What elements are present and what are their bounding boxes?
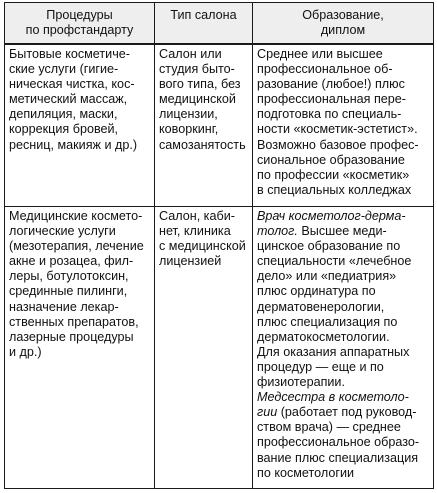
cell-text-line: вого типа, без	[159, 77, 241, 92]
header-salon-type	[155, 3, 253, 45]
cell-text-line: ническая чистка, кос-	[9, 77, 135, 92]
cell-text-line: срединные пилинги,	[9, 284, 128, 299]
cell-text-line: подготовка по специаль-	[257, 107, 402, 122]
cell-text-line: сиональное образование	[257, 152, 405, 167]
cell-text-line: цинское образование по	[257, 239, 401, 254]
cell-text-line: ственных препаратов,	[9, 314, 139, 329]
cell-text-line: толог. Высшее меди-	[257, 224, 387, 239]
cell-procedures	[5, 44, 155, 207]
header-row	[5, 3, 434, 45]
cell-text-line: коворкинг,	[159, 122, 219, 137]
cell-text-line: разование (любое!) плюс	[257, 77, 405, 92]
header-education-line: диплом	[320, 23, 366, 38]
cell-text-line: метический массаж,	[9, 92, 128, 107]
cell-text-line: по профессии «косметик»	[257, 167, 410, 182]
cell-text-line: плюс специализация по	[257, 314, 398, 329]
cell-text-line: студия быто-	[159, 62, 235, 77]
cell-text-line: ресниц, макияж и др.)	[9, 137, 138, 152]
cell-text-line: Салон или	[159, 47, 222, 61]
cell-text-line: лицензией	[159, 254, 222, 269]
cell-text-line: с медицинской	[159, 239, 246, 254]
cell-text-line: нет, клиника	[159, 224, 231, 239]
cell-text-line: Медсестра в косметоло-	[257, 390, 409, 405]
cell-text-line: Для оказания аппаратных	[257, 344, 410, 359]
cell-text-line: вание плюс специализация	[257, 450, 419, 465]
cell-text-line: дело» или «педиатрия»	[257, 269, 397, 284]
cell-text-line: Среднее или высшее	[257, 47, 383, 61]
cell-text-line: назначение лекар-	[9, 299, 119, 314]
cell-text-line: медицинской	[159, 92, 236, 107]
table-row	[5, 207, 434, 489]
cell-text-line: в специальных колледжах	[257, 182, 412, 197]
header-procedures	[5, 3, 155, 45]
header-procedures-line: Процедуры	[46, 8, 113, 22]
italic-fragment: гии	[257, 405, 278, 420]
header-procedures-line: по профстандарту	[25, 23, 134, 38]
cell-text-line: гии (работает под руковод-	[257, 405, 417, 420]
cell-text-line: (мезотерапия, лечение	[9, 239, 144, 254]
cell-text-line: Салон, каби-	[159, 209, 235, 223]
cell-text-line: коррекция бровей,	[9, 122, 119, 137]
cell-text-line: специальности «лечебное	[257, 254, 412, 269]
cell-text-line: лазерные процедуры	[9, 329, 134, 344]
italic-fragment: толог.	[257, 224, 298, 239]
cell-text-line: акне и розацеа, фил-	[9, 254, 134, 269]
cell-text-line: Бытовые косметиче-	[9, 47, 130, 61]
profstandard-table	[4, 2, 434, 489]
cell-text-line: физиотерапии.	[257, 375, 345, 390]
cell-text-line: ности «косметик-эстетист».	[257, 122, 418, 137]
header-education-line: Образование,	[302, 8, 384, 22]
cell-text-line: профессиональное об-	[257, 62, 393, 77]
cell-text-line: ством врача) — среднее	[257, 420, 401, 435]
cell-text-line: депиляция, маски,	[9, 107, 118, 122]
cell-text-line: процедур — еще и по	[257, 359, 384, 374]
cell-salon	[155, 207, 253, 489]
cell-education	[253, 44, 434, 207]
cell-text-line: Врач косметолог-дерма-	[257, 209, 406, 223]
cell-text-line: ские услуги (гигие-	[9, 62, 119, 77]
cell-text-line: дерматокосметологии.	[257, 329, 390, 344]
cell-procedures	[5, 207, 155, 489]
cell-education	[253, 207, 434, 489]
cell-text-line: леры, ботулотоксин,	[9, 269, 129, 284]
cell-text-line: самозанятость	[159, 137, 246, 152]
cell-text-line: профессиональная пере-	[257, 92, 406, 107]
cell-text-line: лицензии,	[159, 107, 218, 122]
cell-text-line: Медицинские космето-	[9, 209, 143, 223]
cell-text-line: по косметологии	[257, 465, 355, 480]
cell-text-line: дерматовенерологии,	[257, 299, 385, 314]
cell-salon	[155, 44, 253, 207]
cell-text-line: и др.)	[9, 344, 42, 359]
cell-text-line: логические услуги	[9, 224, 116, 239]
header-salon-line: Тип салона	[170, 8, 237, 22]
table-row	[5, 44, 434, 207]
header-education	[253, 3, 434, 45]
cell-text-line: Возможно базовое профес-	[257, 137, 419, 152]
cell-text-line: профессиональное образо-	[257, 435, 420, 450]
cell-text-line: плюс ординатура по	[257, 284, 376, 299]
